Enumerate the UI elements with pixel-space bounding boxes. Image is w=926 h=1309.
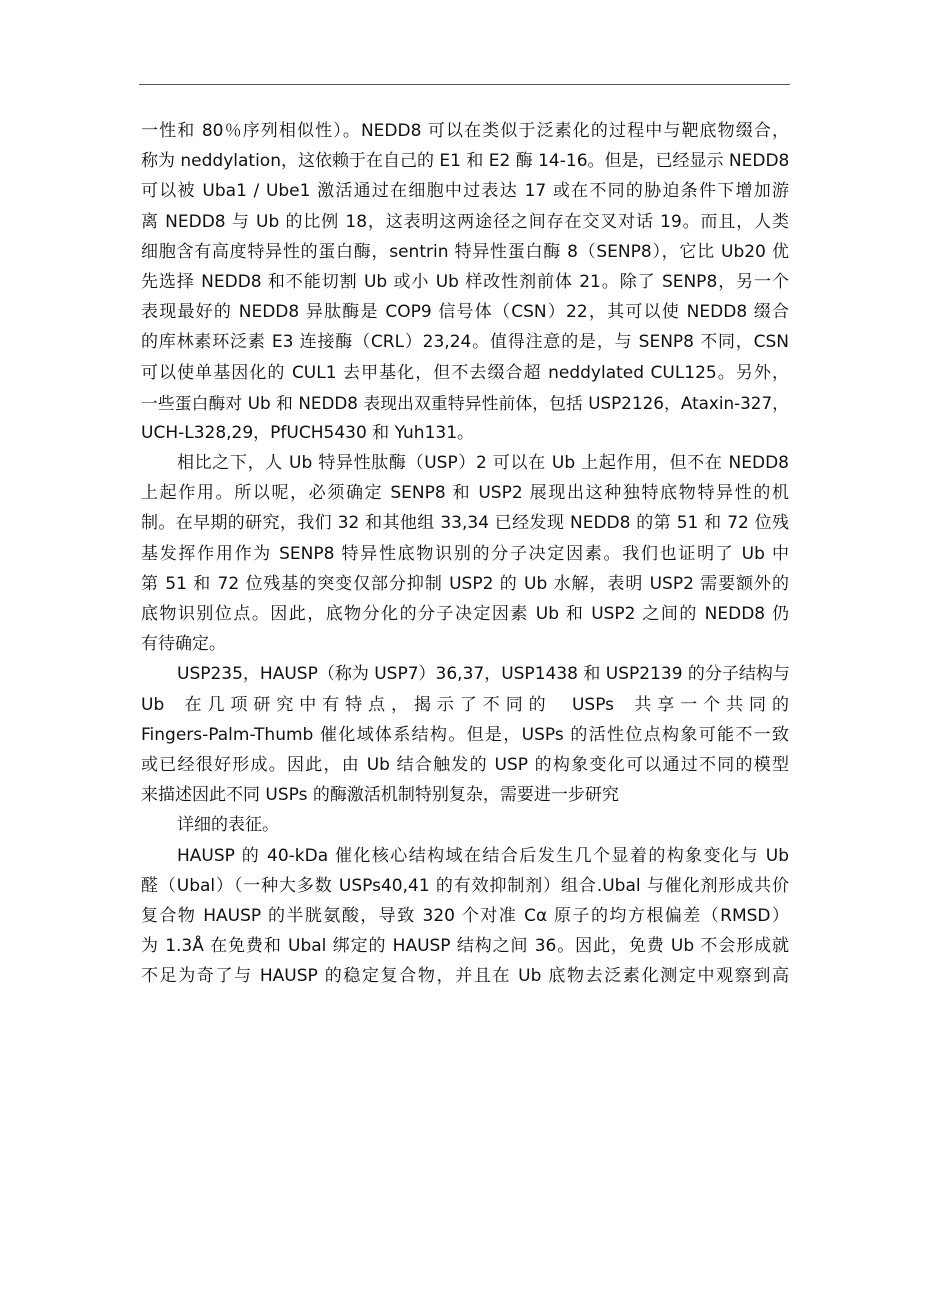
text-line: 先选择 NEDD8 和不能切割 Ub 或小 Ub 样改性剂前体 21。除了 SENP8，另一个 (141, 271, 789, 292)
text-line: 称为 neddylation，这依赖于在自己的 E1 和 E2 酶 14-16。但是，已经显示 NEDD8 (141, 151, 790, 172)
text-line: 相比之下，人 Ub 特异性肽酶（USP）2 可以在 Ub 上起作用，但不在 NEDD8 (177, 453, 789, 474)
text-line: 制。在早期的研究，我们 32 和其他组 33,34 已经发现 NEDD8 的第 51 和 72 位残 (141, 513, 789, 534)
text-line: 第 51 和 72 位残基的突变仅部分抑制 USP2 的 Ub 水解，表明 USP2 需要额外的 (141, 573, 789, 594)
text-line: 表现最好的 NEDD8 异肽酶是 COP9 信号体（CSN）22，其可以使 NEDD8 缀合 (141, 302, 789, 323)
body-text (141, 116, 789, 991)
text-line: 可以被 Uba1 / Ube1 激活通过在细胞中过表达 17 或在不同的胁迫条件下增加游 (141, 181, 789, 202)
text-line: 上起作用。所以呢，必须确定 SENP8 和 USP2 展现出这种独特底物特异性的机 (141, 483, 789, 504)
text-line: 不足为奇了与 HAUSP 的稳定复合物，并且在 Ub 底物去泛素化测定中观察到高 (141, 966, 789, 987)
text-line: USP235，HAUSP（称为 USP7）36,37，USP1438 和 USP2139 的分子结构与 (177, 664, 790, 685)
text-line: HAUSP 的 40-kDa 催化核心结构域在结合后发生几个显着的构象变化与 Ub (177, 845, 789, 866)
text-line: 有待确定。 (141, 634, 226, 655)
text-line: 为 1.3Å 在免费和 Ubal 绑定的 HAUSP 结构之间 36。因此，免费 Ub 不会形成就 (141, 936, 789, 957)
text-line: 基发挥作用作为 SENP8 特异性底物识别的分子决定因素。我们也证明了 Ub 中 (141, 543, 789, 564)
text-line: 详细的表征。 (177, 815, 279, 836)
text-line: 或已经很好形成。因此，由 Ub 结合触发的 USP 的构象变化可以通过不同的模型 (141, 754, 789, 775)
header-rule (139, 84, 790, 85)
text-line: UCH-L328,29，PfUCH5430 和 Yuh131。 (141, 422, 475, 443)
text-line: 来描述因此不同 USPs 的酶激活机制特别复杂，需要进一步研究 (141, 785, 619, 806)
text-line: 一些蛋白酶对 Ub 和 NEDD8 表现出双重特异性前体，包括 USP2126，Ataxin-327， (141, 392, 789, 413)
text-line: Fingers-Palm-Thumb 催化域体系结构。但是，USPs 的活性位点构象可能不一致 (141, 724, 789, 745)
text-line: 醛（Ubal）（一种大多数 USPs40,41 的有效抑制剂）组合.Ubal 与催化剂形成共价 (141, 875, 789, 896)
text-line: 底物识别位点。因此，底物分化的分子决定因素 Ub 和 USP2 之间的 NEDD8 仍 (141, 604, 789, 624)
text-line: 的库林素环泛素 E3 连接酶（CRL）23,24。值得注意的是，与 SENP8 不同，CSN (141, 332, 789, 353)
text-line: 一性和 80％序列相似性）。NEDD8 可以在类似于泛素化的过程中与靶底物缀合， (141, 121, 789, 141)
text-line: 可以使单基因化的 CUL1 去甲基化，但不去缀合超 neddylated CUL125。另外， (141, 362, 789, 383)
text-line: Ub 在几项研究中有特点，揭示了不同的 USPs 共享一个共同的 (141, 694, 789, 715)
text-line: 离 NEDD8 与 Ub 的比例 18，这表明这两途径之间存在交叉对话 19。而且，人类 (141, 211, 789, 232)
text-line: 复合物 HAUSP 的半胱氨酸，导致 320 个对准 Cα 原子的均方根偏差（RMSD） (141, 905, 789, 926)
text-line: 细胞含有高度特异性的蛋白酶，sentrin 特异性蛋白酶 8（SENP8），它比 Ub20 优 (141, 241, 789, 262)
